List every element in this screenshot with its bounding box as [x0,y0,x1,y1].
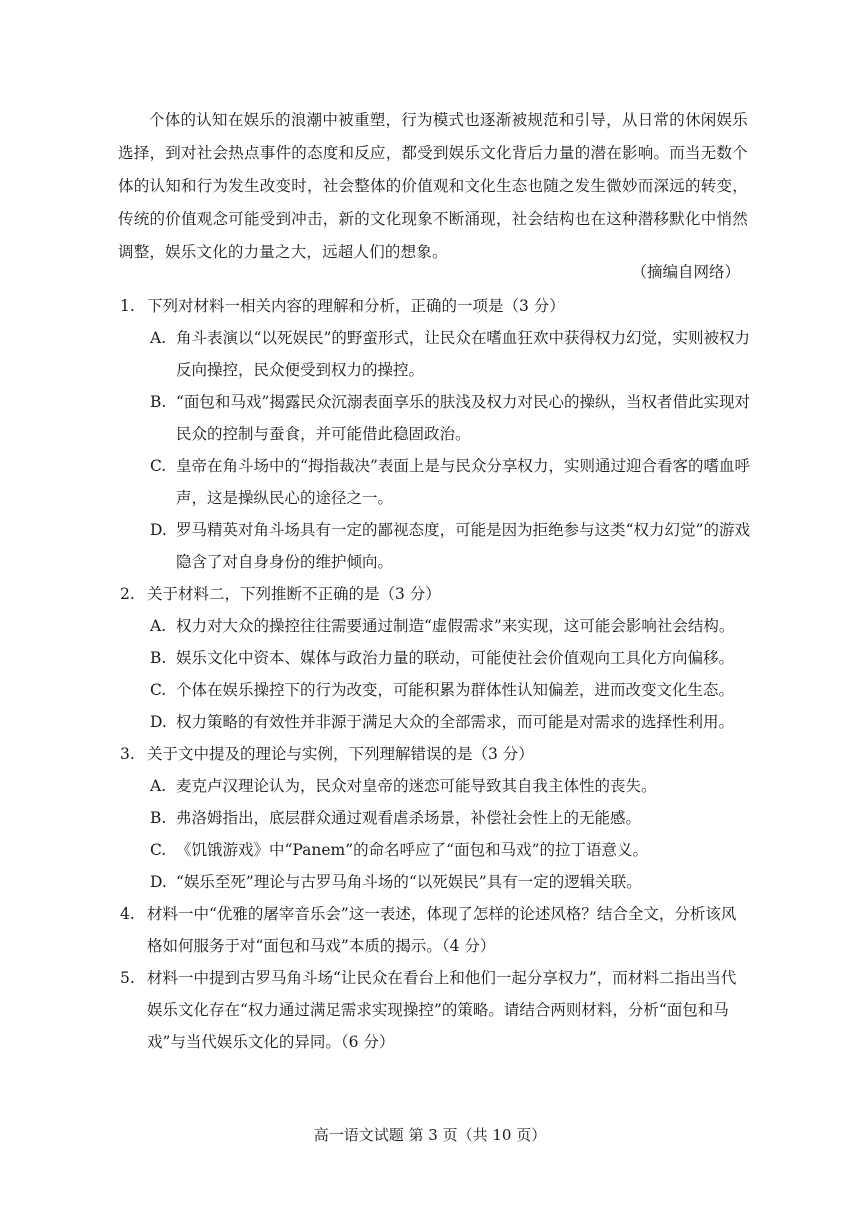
option-text: 权力策略的有效性并非源于满足大众的全部需求，而可能是对需求的选择性利用。 [176,713,735,731]
option-letter: C. [150,841,167,859]
option-text: 权力对大众的操控往往需要通过制造“虚假需求”来实现，这可能会影响社会结构。 [176,617,735,635]
question-1 [120,290,750,578]
option-c [150,674,750,706]
question-stem: 下列对材料一相关内容的理解和分析，正确的一项是（3 分） [147,297,565,315]
option-letter: B. [150,809,167,827]
option-letter: D. [150,873,167,891]
option-c [150,834,750,866]
option-letter: C. [150,457,167,475]
page-footer: 高一语文试题 第 3 页（共 10 页） [313,1126,547,1144]
option-text: 罗马精英对角斗场具有一定的鄙视态度，可能是因为拒绝参与这类“权力幻觉”的游戏隐含了对自身身份的维护倾向。 [176,521,750,571]
option-letter: D. [150,521,167,539]
option-a [150,322,750,386]
option-letter: C. [150,681,167,699]
option-text: 皇帝在角斗场中的“拇指裁决”表面上是与民众分享权力，实则通过迎合看客的嗜血呼声，这是操纵民心的途径之一。 [176,457,750,507]
question-5 [120,962,750,1058]
option-text: 《饥饿游戏》中“Panem”的命名呼应了“面包和马戏”的拉丁语意义。 [176,841,649,859]
question-stem: 材料一中提到古罗马角斗场“让民众在看台上和他们一起分享权力”，而材料二指出当代娱乐文化存在“权力通过满足需求实现操控”的策略。请结合两则材料，分析“面包和马戏”与当代娱乐文化的异同。（6 分） [147,969,737,1051]
option-text: 个体在娱乐操控下的行为改变，可能积累为群体性认知偏差，进而改变文化生态。 [176,681,735,699]
option-text: 弗洛姆指出，底层群众通过观看虐杀场景，补偿社会性上的无能感。 [176,809,642,827]
option-text: 麦克卢汉理论认为，民众对皇帝的迷恋可能导致其自我主体性的丧失。 [176,777,657,795]
option-a [150,610,750,642]
option-letter: B. [150,393,167,411]
option-letter: A. [150,617,167,635]
passage-paragraph: 个体的认知在娱乐的浪潮中被重塑，行为模式也逐渐被规范和引导，从日常的休闲娱乐选择，到对社会热点事件的态度和反应，都受到娱乐文化背后力量的潜在影响。而当无数个体的认知和行为发生改变时，社会整体的价值观和文化生态也随之发生微妙而深远的转变，传统的价值观念可能受到冲击，新的文化现象不断涌现，社会结构也在这种潜移默化中悄然调整，娱乐文化的力量之大，远超人们的想象。 [118,111,748,261]
option-letter: A. [150,329,167,347]
option-letter: B. [150,649,167,667]
option-list [147,610,750,738]
question-list [120,290,750,1058]
question-number: 4. [120,905,135,923]
option-c [150,450,750,514]
question-number: 2. [120,585,135,603]
option-list [147,322,750,578]
question-stem: 关于材料二，下列推断不正确的是（3 分） [147,585,441,603]
option-b [150,802,750,834]
option-a [150,770,750,802]
option-text: 角斗表演以“以死娱民”的野蛮形式，让民众在嗜血狂欢中获得权力幻觉，实则被权力反向操控，民众便受到权力的操控。 [176,329,750,379]
question-stem: 关于文中提及的理论与实例，下列理解错误的是（3 分） [147,745,534,763]
option-text: 娱乐文化中资本、媒体与政治力量的联动，可能使社会价值观向工具化方向偏移。 [176,649,735,667]
question-number: 1. [120,297,135,315]
question-2 [120,578,750,738]
option-letter: D. [150,713,167,731]
question-3 [120,738,750,898]
option-d [150,866,750,898]
option-text: “面包和马戏”揭露民众沉溺表面享乐的肤浅及权力对民心的操纵，当权者借此实现对民众的控制与蚕食，并可能借此稳固政治。 [176,393,750,443]
option-d [150,706,750,738]
option-b [150,642,750,674]
option-b [150,386,750,450]
option-list [147,770,750,898]
option-text: “娱乐至死”理论与古罗马角斗场的“以死娱民”具有一定的逻辑关联。 [176,873,642,891]
question-4 [120,898,750,962]
option-d [150,514,750,578]
question-stem: 材料一中“优雅的屠宰音乐会”这一表述，体现了怎样的论述风格？结合全文，分析该风格如何服务于对“面包和马戏”本质的揭示。（4 分） [147,905,737,955]
option-letter: A. [150,777,167,795]
question-number: 5. [120,969,135,987]
passage-source: （摘编自网络） [631,263,740,281]
question-number: 3. [120,745,135,763]
